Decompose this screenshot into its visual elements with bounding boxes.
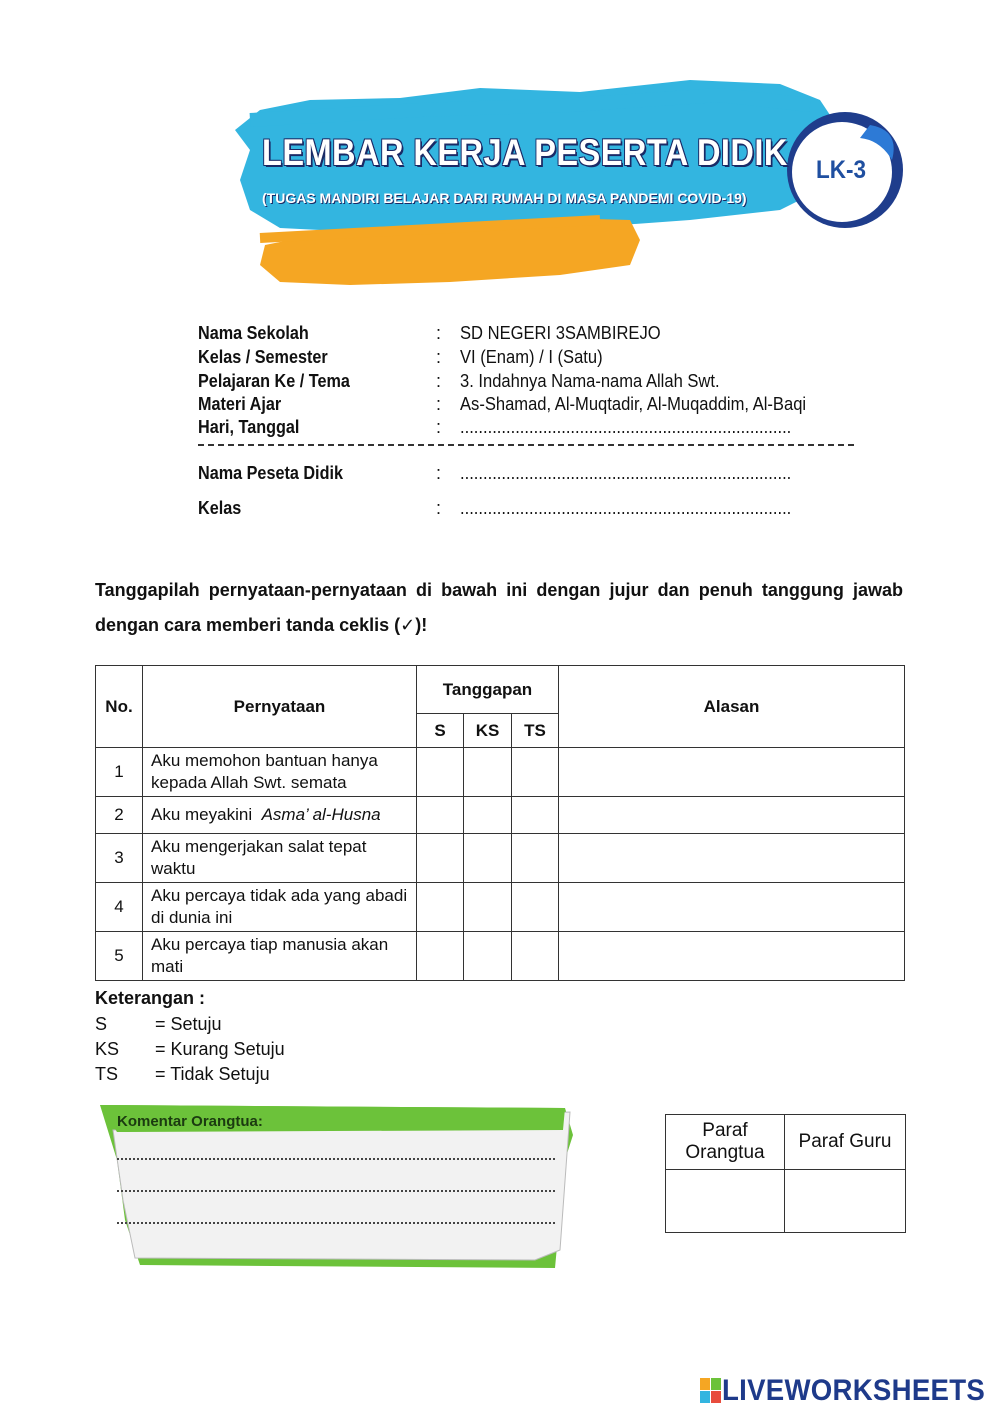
- label-lesson-theme: Pelajaran Ke / Tema: [198, 371, 350, 391]
- header-s: S: [417, 714, 464, 748]
- parent-signature-cell[interactable]: [666, 1170, 785, 1233]
- comment-line[interactable]: [117, 1222, 555, 1224]
- check-ts-cell[interactable]: [512, 834, 559, 883]
- header-statement: Pernyataan: [143, 666, 417, 748]
- comment-title: Komentar Orangtua:: [117, 1113, 263, 1130]
- check-ks-cell[interactable]: [464, 834, 512, 883]
- statement-text-main: Aku meyakini: [151, 805, 253, 824]
- value-material: As-Shamad, Al-Muqtadir, Al-Muqaddim, Al-Baqi: [460, 394, 807, 414]
- worksheet-title: LEMBAR KERJA PESERTA DIDIK: [262, 132, 788, 173]
- statement-text: Aku percaya tidak ada yang abadi di dunia ini: [143, 883, 417, 932]
- label-school-name: Nama Sekolah: [198, 323, 309, 343]
- liveworksheets-logo-icon: [700, 1378, 722, 1404]
- student-name-field[interactable]: ........................................................................: [460, 463, 792, 483]
- label-day-date: Hari, Tanggal: [198, 417, 300, 437]
- legend-abbr: S: [95, 1014, 108, 1034]
- table-row: [96, 748, 905, 797]
- colon: :: [436, 323, 442, 343]
- instruction-text: Tanggapilah pernyataan-pernyataan di bawah ini dengan jujur dan penuh tanggung jawab dengan cara memberi tanda ceklis (✓)!: [95, 580, 903, 635]
- comment-line[interactable]: [117, 1158, 555, 1160]
- legend-meaning: = Setuju: [155, 1014, 222, 1034]
- signature-table: [665, 1114, 906, 1233]
- label-class-semester: Kelas / Semester: [198, 347, 328, 367]
- check-ts-cell[interactable]: [512, 748, 559, 797]
- table-row: [96, 932, 905, 981]
- day-date-field[interactable]: ........................................................................: [460, 417, 792, 437]
- check-ts-cell[interactable]: [512, 932, 559, 981]
- label-student-class: Kelas: [198, 498, 242, 518]
- student-class-field[interactable]: ........................................................................: [460, 498, 792, 518]
- check-ts-cell[interactable]: [512, 883, 559, 932]
- header-ts: TS: [512, 714, 559, 748]
- colon: :: [436, 417, 442, 437]
- row-number: 1: [96, 748, 143, 797]
- legend-abbr: KS: [95, 1039, 120, 1059]
- statement-text: Aku percaya tiap manusia akan mati: [143, 932, 417, 981]
- legend-abbr: TS: [95, 1064, 119, 1084]
- check-ts-cell[interactable]: [512, 797, 559, 834]
- statement-text: Aku memohon bantuan hanya kepada Allah Swt. semata: [143, 748, 417, 797]
- colon: :: [436, 371, 442, 391]
- legend-meaning: = Kurang Setuju: [155, 1039, 285, 1059]
- teacher-signature-label: Paraf Guru: [785, 1115, 906, 1170]
- reason-cell[interactable]: [559, 834, 905, 883]
- check-s-cell[interactable]: [417, 932, 464, 981]
- check-ks-cell[interactable]: [464, 748, 512, 797]
- comment-line[interactable]: [117, 1190, 555, 1192]
- header-response: Tanggapan: [417, 666, 559, 714]
- label-material: Materi Ajar: [198, 394, 282, 414]
- header-reason: Alasan: [559, 666, 905, 748]
- check-ks-cell[interactable]: [464, 797, 512, 834]
- colon: :: [436, 463, 442, 483]
- colon: :: [436, 394, 442, 414]
- colon: :: [436, 347, 442, 367]
- value-school-name: SD NEGERI 3SAMBIREJO: [460, 323, 661, 343]
- dashed-divider: [198, 444, 854, 446]
- statement-text: [143, 797, 417, 834]
- value-lesson-theme: 3. Indahnya Nama-nama Allah Swt.: [460, 371, 720, 391]
- legend-title: Keterangan :: [95, 988, 206, 1008]
- reason-cell[interactable]: [559, 932, 905, 981]
- statement-table: [95, 665, 905, 981]
- legend-meaning: = Tidak Setuju: [155, 1064, 270, 1084]
- row-number: 5: [96, 932, 143, 981]
- statement-text: Aku mengerjakan salat tepat waktu: [143, 834, 417, 883]
- reason-cell[interactable]: [559, 883, 905, 932]
- check-ks-cell[interactable]: [464, 932, 512, 981]
- header-ks: KS: [464, 714, 512, 748]
- parent-signature-label: Paraf Orangtua: [666, 1115, 785, 1170]
- teacher-signature-cell[interactable]: [785, 1170, 906, 1233]
- reason-cell[interactable]: [559, 748, 905, 797]
- check-s-cell[interactable]: [417, 797, 464, 834]
- value-class-semester: VI (Enam) / I (Satu): [460, 347, 603, 367]
- table-row: [96, 834, 905, 883]
- statement-text-italic: Asma’ al-Husna: [261, 805, 381, 824]
- reason-cell[interactable]: [559, 797, 905, 834]
- row-number: 4: [96, 883, 143, 932]
- table-row: [96, 797, 905, 834]
- row-number: 2: [96, 797, 143, 834]
- check-s-cell[interactable]: [417, 834, 464, 883]
- table-row: [96, 883, 905, 932]
- header-no: No.: [96, 666, 143, 748]
- label-student-name: Nama Peseta Didik: [198, 463, 343, 483]
- check-s-cell[interactable]: [417, 748, 464, 797]
- colon: :: [436, 498, 442, 518]
- liveworksheets-brand: LIVEWORKSHEETS: [722, 1374, 986, 1407]
- worksheet-subtitle: (TUGAS MANDIRI BELAJAR DARI RUMAH DI MASA PANDEMI COVID-19): [262, 190, 747, 206]
- lk-badge: LK-3: [816, 156, 867, 184]
- check-ks-cell[interactable]: [464, 883, 512, 932]
- check-s-cell[interactable]: [417, 883, 464, 932]
- row-number: 3: [96, 834, 143, 883]
